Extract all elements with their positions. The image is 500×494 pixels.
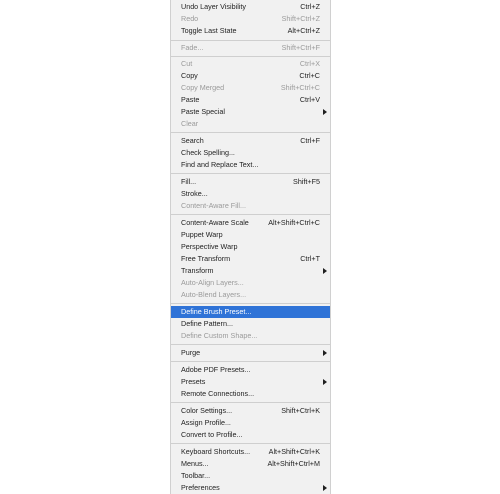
- menu-item-label: Stroke...: [181, 189, 208, 198]
- menu-item-label: Content-Aware Fill...: [181, 201, 246, 210]
- menu-item-copy-merged[interactable]: [171, 82, 330, 94]
- menu-item-label: Presets: [181, 377, 206, 386]
- menu-item-preferences[interactable]: [171, 482, 330, 494]
- menu-item-label: Define Pattern...: [181, 319, 233, 328]
- menu-item-undo-layer-visibility[interactable]: [171, 1, 330, 13]
- menu-separator: [171, 344, 330, 345]
- menu-item-shortcut: Shift+Ctrl+C: [280, 83, 320, 92]
- menu-item-shortcut: Shift+F5: [293, 177, 320, 186]
- menu-item-stroke[interactable]: [171, 188, 330, 200]
- menu-separator: [171, 443, 330, 444]
- menu-item-label: Purge: [181, 348, 201, 357]
- menu-item-label: Undo Layer Visibility: [181, 2, 246, 11]
- menu-item-shortcut: Shift+Ctrl+Z: [281, 14, 320, 23]
- menu-item-auto-align-layers[interactable]: [171, 277, 330, 289]
- submenu-arrow-icon: [323, 350, 327, 356]
- menu-item-shortcut: Ctrl+C: [299, 71, 320, 80]
- menu-item-label: Keyboard Shortcuts...: [181, 447, 251, 456]
- menu-item-label: Copy: [181, 71, 198, 80]
- menu-item-fill[interactable]: [171, 176, 330, 188]
- menu-item-paste[interactable]: [171, 94, 330, 106]
- menu-item-label: Paste Special: [181, 107, 225, 116]
- menu-item-label: Define Custom Shape...: [181, 331, 258, 340]
- menu-item-label: Clear: [181, 119, 199, 128]
- menu-item-shortcut: Alt+Ctrl+Z: [287, 26, 320, 35]
- menu-item-label: Preferences: [181, 483, 220, 492]
- menu-item-shortcut: Ctrl+Z: [300, 2, 320, 11]
- menu-separator: [171, 402, 330, 403]
- menu-item-label: Free Transform: [181, 254, 231, 263]
- menu-separator: [171, 303, 330, 304]
- menu-item-puppet-warp[interactable]: [171, 229, 330, 241]
- menu-item-label: Redo: [181, 14, 199, 23]
- menu-item-shortcut: Ctrl+V: [299, 95, 320, 104]
- menu-item-shortcut: Ctrl+T: [300, 254, 320, 263]
- menu-separator: [171, 361, 330, 362]
- menu-item-shortcut: Alt+Shift+Ctrl+M: [267, 459, 320, 468]
- menu-item-label: Search: [181, 136, 204, 145]
- menu-item-label: Assign Profile...: [181, 418, 231, 427]
- menu-item-label: Check Spelling...: [181, 148, 235, 157]
- menu-item-label: Auto-Blend Layers...: [181, 290, 247, 299]
- menu-item-define-custom-shape[interactable]: [171, 330, 330, 342]
- menu-item-toggle-last-state[interactable]: [171, 25, 330, 37]
- menu-item-label: Copy Merged: [181, 83, 225, 92]
- menu-item-label: Remote Connections...: [181, 389, 255, 398]
- menu-item-menus[interactable]: [171, 458, 330, 470]
- menu-item-define-brush-preset[interactable]: [171, 306, 330, 318]
- menu-item-label: Cut: [181, 59, 193, 68]
- menu-item-shortcut: Ctrl+X: [299, 59, 320, 68]
- menu-item-label: Fade...: [181, 43, 204, 52]
- menu-item-label: Adobe PDF Presets...: [181, 365, 251, 374]
- menu-item-auto-blend-layers[interactable]: [171, 289, 330, 301]
- menu-item-content-aware-fill[interactable]: [171, 200, 330, 212]
- menu-item-presets[interactable]: [171, 376, 330, 388]
- menu-item-clear[interactable]: [171, 118, 330, 130]
- menu-item-shortcut: Shift+Ctrl+F: [281, 43, 320, 52]
- menu-separator: [171, 173, 330, 174]
- menu-separator: [171, 56, 330, 57]
- menu-item-transform[interactable]: [171, 265, 330, 277]
- menu-item-shortcut: Ctrl+F: [300, 136, 320, 145]
- menu-item-cut[interactable]: [171, 58, 330, 70]
- menu-item-label: Find and Replace Text...: [181, 160, 259, 169]
- menu-separator: [171, 132, 330, 133]
- submenu-arrow-icon: [323, 379, 327, 385]
- menu-item-label: Paste: [181, 95, 200, 104]
- menu-item-perspective-warp[interactable]: [171, 241, 330, 253]
- menu-item-label: Menus...: [181, 459, 209, 468]
- menu-item-keyboard-shortcuts[interactable]: [171, 446, 330, 458]
- menu-item-copy[interactable]: [171, 70, 330, 82]
- menu-separator: [171, 214, 330, 215]
- submenu-arrow-icon: [323, 268, 327, 274]
- menu-item-free-transform[interactable]: [171, 253, 330, 265]
- menu-item-fade[interactable]: [171, 42, 330, 54]
- menu-item-label: Transform: [181, 266, 214, 275]
- menu-item-color-settings[interactable]: [171, 405, 330, 417]
- menu-item-label: Fill...: [181, 177, 197, 186]
- menu-item-redo[interactable]: [171, 13, 330, 25]
- menu-item-label: Toolbar...: [181, 471, 211, 480]
- menu-item-find-and-replace-text[interactable]: [171, 159, 330, 171]
- menu-item-label: Perspective Warp: [181, 242, 238, 251]
- menu-item-remote-connections[interactable]: [171, 388, 330, 400]
- submenu-arrow-icon: [323, 109, 327, 115]
- menu-item-toolbar[interactable]: [171, 470, 330, 482]
- menu-separator: [171, 40, 330, 41]
- menu-item-adobe-pdf-presets[interactable]: [171, 364, 330, 376]
- menu-item-label: Color Settings...: [181, 406, 233, 415]
- menu-item-shortcut: Alt+Shift+Ctrl+C: [268, 218, 320, 227]
- menu-item-label: Content-Aware Scale: [181, 218, 249, 227]
- submenu-arrow-icon: [323, 485, 327, 491]
- edit-menu: [170, 0, 331, 494]
- menu-item-search[interactable]: [171, 135, 330, 147]
- menu-item-label: Convert to Profile...: [181, 430, 243, 439]
- menu-item-label: Define Brush Preset...: [181, 307, 252, 316]
- menu-item-content-aware-scale[interactable]: [171, 217, 330, 229]
- menu-item-convert-to-profile[interactable]: [171, 429, 330, 441]
- menu-item-paste-special[interactable]: [171, 106, 330, 118]
- menu-item-define-pattern[interactable]: [171, 318, 330, 330]
- menu-item-purge[interactable]: [171, 347, 330, 359]
- menu-item-label: Puppet Warp: [181, 230, 223, 239]
- menu-item-shortcut: Alt+Shift+Ctrl+K: [268, 447, 320, 456]
- menu-item-assign-profile[interactable]: [171, 417, 330, 429]
- menu-item-check-spelling[interactable]: [171, 147, 330, 159]
- menu-item-label: Toggle Last State: [181, 26, 237, 35]
- menu-item-shortcut: Shift+Ctrl+K: [281, 406, 320, 415]
- menu-item-label: Auto-Align Layers...: [181, 278, 244, 287]
